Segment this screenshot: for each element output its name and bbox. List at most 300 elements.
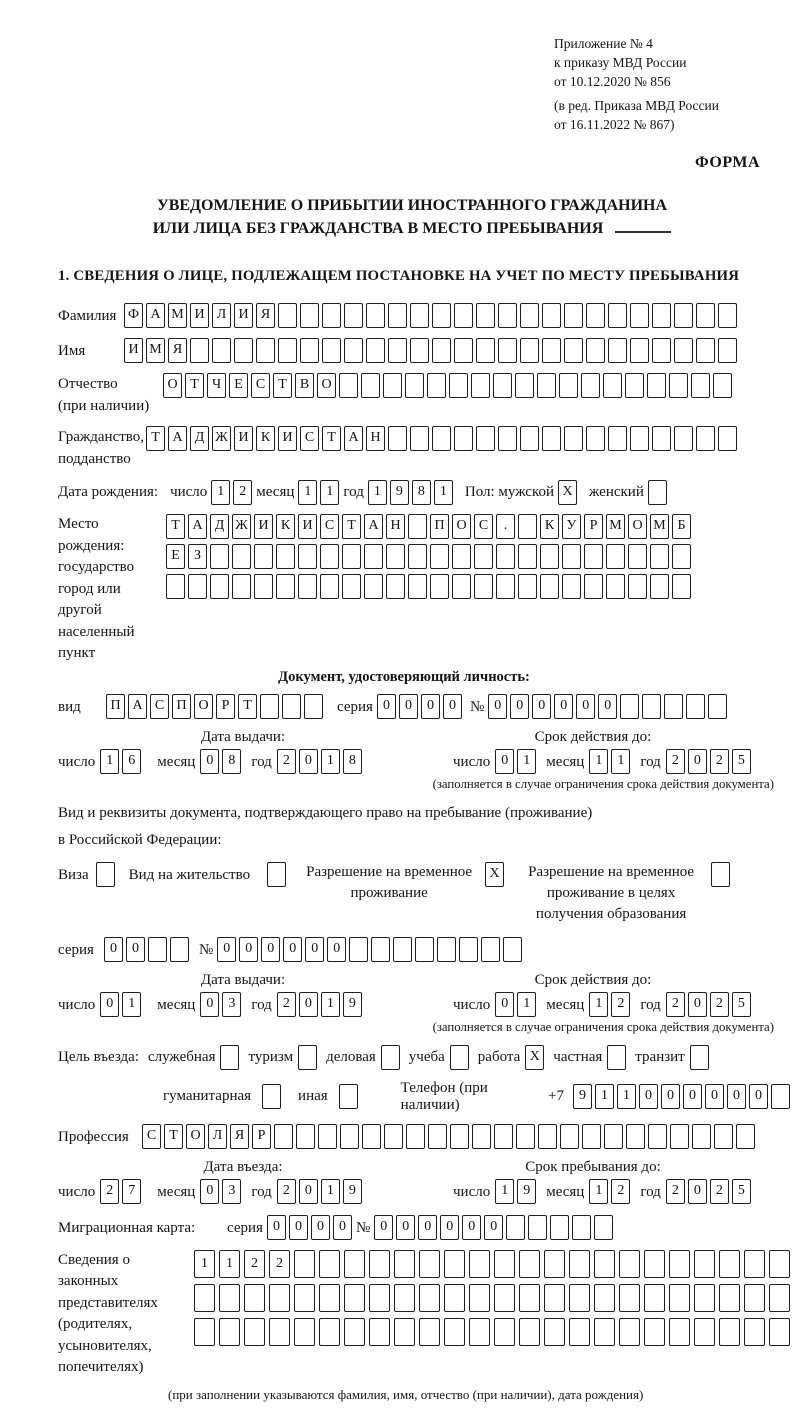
char-box[interactable] [254,544,273,569]
char-box[interactable] [713,373,732,398]
char-box[interactable]: 9 [343,1179,362,1204]
char-box[interactable]: 1 [100,749,119,774]
char-box[interactable] [604,1124,623,1149]
char-box[interactable] [694,1250,715,1278]
char-box[interactable] [506,1215,525,1240]
char-box[interactable]: 2 [277,992,296,1017]
char-box[interactable]: Ф [124,303,143,328]
char-box[interactable]: 0 [399,694,418,719]
char-box[interactable]: И [124,338,143,363]
char-box[interactable]: Д [190,426,209,451]
char-box[interactable] [212,338,231,363]
char-box[interactable]: М [650,514,669,539]
char-box[interactable] [696,303,715,328]
char-box[interactable] [669,1318,690,1346]
char-box[interactable] [719,1284,740,1312]
char-box[interactable] [719,1318,740,1346]
char-box[interactable]: 0 [100,992,119,1017]
char-box[interactable] [430,544,449,569]
char-box[interactable] [410,303,429,328]
char-box[interactable]: 1 [434,480,453,505]
char-box[interactable] [300,338,319,363]
char-box[interactable]: 2 [666,749,685,774]
char-box[interactable] [594,1215,613,1240]
char-box[interactable] [188,574,207,599]
char-box[interactable]: М [146,338,165,363]
char-box[interactable]: Т [164,1124,183,1149]
char-box[interactable] [520,303,539,328]
char-box[interactable] [544,1250,565,1278]
char-box[interactable]: 0 [299,1179,318,1204]
char-box[interactable] [540,574,559,599]
char-box[interactable]: К [256,426,275,451]
char-box[interactable]: Б [672,514,691,539]
char-box[interactable] [408,574,427,599]
char-box[interactable] [369,1284,390,1312]
char-box[interactable] [244,1284,265,1312]
char-box[interactable]: 1 [298,480,317,505]
char-box[interactable] [569,1318,590,1346]
char-box[interactable] [194,1284,215,1312]
char-box[interactable] [694,1284,715,1312]
char-box[interactable]: 2 [277,1179,296,1204]
char-box[interactable]: 9 [343,992,362,1017]
char-box[interactable]: 0 [484,1215,503,1240]
char-box[interactable] [626,1124,645,1149]
char-box[interactable] [260,694,279,719]
char-box[interactable] [474,574,493,599]
char-box[interactable] [386,544,405,569]
char-box[interactable]: 1 [219,1250,240,1278]
char-box[interactable]: С [150,694,169,719]
char-box[interactable] [648,1124,667,1149]
char-box[interactable] [718,338,737,363]
char-box[interactable] [650,574,669,599]
char-box[interactable] [210,544,229,569]
char-box[interactable] [718,303,737,328]
char-box[interactable] [647,373,666,398]
char-box[interactable]: 0 [495,992,514,1017]
char-box[interactable] [581,373,600,398]
char-box[interactable] [670,1124,689,1149]
char-box[interactable]: 0 [289,1215,308,1240]
char-box[interactable] [344,1250,365,1278]
char-box[interactable] [498,426,517,451]
char-box[interactable]: 6 [122,749,141,774]
char-box[interactable] [642,694,661,719]
char-box[interactable] [276,544,295,569]
char-box[interactable]: И [254,514,273,539]
char-box[interactable] [652,426,671,451]
char-box[interactable] [520,426,539,451]
char-box[interactable] [410,426,429,451]
char-box[interactable] [444,1284,465,1312]
char-box[interactable] [559,373,578,398]
char-box[interactable]: 0 [749,1084,768,1109]
char-box[interactable] [496,574,515,599]
char-box[interactable] [564,426,583,451]
char-box[interactable]: 2 [277,749,296,774]
char-box[interactable] [394,1284,415,1312]
char-box[interactable] [493,373,512,398]
char-box[interactable] [674,338,693,363]
char-box[interactable]: 2 [666,1179,685,1204]
char-box[interactable] [364,544,383,569]
char-box[interactable] [419,1318,440,1346]
char-box[interactable] [419,1250,440,1278]
char-box[interactable] [625,373,644,398]
char-box[interactable] [619,1250,640,1278]
char-box[interactable]: Т [146,426,165,451]
char-box[interactable] [628,544,647,569]
purpose-other-checkbox[interactable] [339,1084,358,1109]
char-box[interactable] [393,937,412,962]
char-box[interactable]: 0 [327,937,346,962]
char-box[interactable] [520,338,539,363]
char-box[interactable] [542,426,561,451]
char-box[interactable] [476,303,495,328]
char-box[interactable] [469,1250,490,1278]
char-box[interactable]: 1 [517,749,536,774]
char-box[interactable]: С [320,514,339,539]
char-box[interactable] [744,1318,765,1346]
char-box[interactable] [630,426,649,451]
char-box[interactable] [294,1284,315,1312]
char-box[interactable] [474,544,493,569]
char-box[interactable]: 0 [418,1215,437,1240]
char-box[interactable] [669,1284,690,1312]
char-box[interactable] [674,303,693,328]
char-box[interactable] [650,544,669,569]
char-box[interactable] [481,937,500,962]
char-box[interactable]: 5 [732,749,751,774]
char-box[interactable]: 1 [122,992,141,1017]
char-box[interactable] [344,338,363,363]
char-box[interactable]: 0 [688,1179,707,1204]
char-box[interactable]: 1 [517,992,536,1017]
char-box[interactable]: З [188,544,207,569]
purpose-business-checkbox[interactable] [381,1045,400,1070]
char-box[interactable]: 0 [683,1084,702,1109]
char-box[interactable] [542,303,561,328]
char-box[interactable] [432,426,451,451]
char-box[interactable] [300,303,319,328]
char-box[interactable] [344,1318,365,1346]
purpose-study-checkbox[interactable] [450,1045,469,1070]
char-box[interactable] [692,1124,711,1149]
char-box[interactable]: 8 [412,480,431,505]
char-box[interactable] [318,1124,337,1149]
char-box[interactable]: 0 [305,937,324,962]
char-box[interactable] [406,1124,425,1149]
char-box[interactable]: 1 [194,1250,215,1278]
char-box[interactable]: М [606,514,625,539]
char-box[interactable] [494,1318,515,1346]
char-box[interactable] [454,338,473,363]
char-box[interactable] [471,373,490,398]
char-box[interactable] [569,1284,590,1312]
char-box[interactable] [170,937,189,962]
char-box[interactable] [644,1284,665,1312]
char-box[interactable] [603,373,622,398]
char-box[interactable] [298,574,317,599]
char-box[interactable] [476,426,495,451]
char-box[interactable] [594,1284,615,1312]
char-box[interactable]: К [540,514,559,539]
char-box[interactable] [364,574,383,599]
char-box[interactable]: 1 [589,749,608,774]
char-box[interactable] [366,338,385,363]
char-box[interactable]: 1 [368,480,387,505]
char-box[interactable] [528,1215,547,1240]
char-box[interactable]: 1 [321,749,340,774]
char-box[interactable] [472,1124,491,1149]
char-box[interactable] [630,338,649,363]
char-box[interactable] [619,1318,640,1346]
char-box[interactable] [349,937,368,962]
char-box[interactable]: А [188,514,207,539]
char-box[interactable]: 1 [589,992,608,1017]
char-box[interactable] [771,1084,790,1109]
char-box[interactable] [342,574,361,599]
char-box[interactable]: 0 [200,749,219,774]
char-box[interactable]: Д [210,514,229,539]
char-box[interactable]: 0 [688,749,707,774]
char-box[interactable]: О [163,373,182,398]
char-box[interactable] [744,1250,765,1278]
char-box[interactable]: 0 [576,694,595,719]
char-box[interactable] [428,1124,447,1149]
char-box[interactable]: С [474,514,493,539]
char-box[interactable]: 0 [661,1084,680,1109]
char-box[interactable] [366,303,385,328]
char-box[interactable]: С [142,1124,161,1149]
char-box[interactable] [515,373,534,398]
char-box[interactable] [672,574,691,599]
temp-residence-edu-checkbox[interactable] [711,862,730,887]
char-box[interactable]: 2 [611,992,630,1017]
char-box[interactable] [518,544,537,569]
char-box[interactable] [437,937,456,962]
char-box[interactable]: Ж [232,514,251,539]
char-box[interactable] [664,694,683,719]
char-box[interactable] [744,1284,765,1312]
char-box[interactable] [714,1124,733,1149]
char-box[interactable] [503,937,522,962]
char-box[interactable] [371,937,390,962]
char-box[interactable] [388,303,407,328]
char-box[interactable]: О [194,694,213,719]
char-box[interactable] [769,1284,790,1312]
char-box[interactable]: 0 [311,1215,330,1240]
char-box[interactable] [694,1318,715,1346]
char-box[interactable] [652,338,671,363]
char-box[interactable] [384,1124,403,1149]
char-box[interactable]: 0 [299,749,318,774]
char-box[interactable] [691,373,710,398]
char-box[interactable] [322,338,341,363]
char-box[interactable] [450,1124,469,1149]
char-box[interactable] [432,338,451,363]
char-box[interactable]: И [278,426,297,451]
char-box[interactable]: 0 [688,992,707,1017]
char-box[interactable] [564,303,583,328]
char-box[interactable] [244,1318,265,1346]
char-box[interactable] [454,303,473,328]
char-box[interactable] [572,1215,591,1240]
char-box[interactable]: 9 [573,1084,592,1109]
purpose-humanitarian-checkbox[interactable] [262,1084,281,1109]
char-box[interactable]: 0 [374,1215,393,1240]
char-box[interactable] [394,1318,415,1346]
char-box[interactable] [319,1284,340,1312]
char-box[interactable] [582,1124,601,1149]
char-box[interactable] [219,1284,240,1312]
char-box[interactable] [469,1318,490,1346]
char-box[interactable] [394,1250,415,1278]
char-box[interactable] [320,574,339,599]
char-box[interactable] [444,1318,465,1346]
char-box[interactable] [444,1250,465,1278]
char-box[interactable] [415,937,434,962]
char-box[interactable]: 0 [440,1215,459,1240]
char-box[interactable] [294,1250,315,1278]
char-box[interactable] [608,426,627,451]
char-box[interactable] [432,303,451,328]
char-box[interactable]: 2 [666,992,685,1017]
char-box[interactable]: Н [386,514,405,539]
char-box[interactable] [769,1250,790,1278]
char-box[interactable] [696,338,715,363]
char-box[interactable] [219,1318,240,1346]
char-box[interactable]: Н [366,426,385,451]
char-box[interactable]: 8 [343,749,362,774]
char-box[interactable] [194,1318,215,1346]
char-box[interactable] [388,426,407,451]
char-box[interactable] [344,1284,365,1312]
char-box[interactable]: 0 [705,1084,724,1109]
char-box[interactable] [708,694,727,719]
char-box[interactable] [494,1250,515,1278]
char-box[interactable] [652,303,671,328]
char-box[interactable] [369,1318,390,1346]
char-box[interactable] [696,426,715,451]
char-box[interactable] [606,574,625,599]
char-box[interactable]: Р [584,514,603,539]
char-box[interactable] [544,1318,565,1346]
char-box[interactable]: Я [168,338,187,363]
char-box[interactable] [256,338,275,363]
char-box[interactable] [644,1250,665,1278]
temp-residence-checkbox[interactable]: X [485,862,504,887]
char-box[interactable]: Р [252,1124,271,1149]
char-box[interactable]: 0 [200,1179,219,1204]
char-box[interactable]: 0 [554,694,573,719]
char-box[interactable] [319,1318,340,1346]
char-box[interactable]: 0 [333,1215,352,1240]
char-box[interactable] [606,544,625,569]
char-box[interactable] [282,694,301,719]
char-box[interactable]: 0 [261,937,280,962]
char-box[interactable] [148,937,167,962]
char-box[interactable] [669,373,688,398]
char-box[interactable] [608,338,627,363]
char-box[interactable] [550,1215,569,1240]
char-box[interactable]: 5 [732,1179,751,1204]
gender-female-checkbox[interactable] [648,480,667,505]
char-box[interactable] [519,1250,540,1278]
char-box[interactable] [296,1124,315,1149]
char-box[interactable] [298,544,317,569]
char-box[interactable] [427,373,446,398]
char-box[interactable] [669,1250,690,1278]
char-box[interactable] [494,1124,513,1149]
char-box[interactable]: О [452,514,471,539]
char-box[interactable]: 0 [510,694,529,719]
char-box[interactable]: 1 [595,1084,614,1109]
char-box[interactable] [210,574,229,599]
purpose-transit-checkbox[interactable] [690,1045,709,1070]
char-box[interactable] [476,338,495,363]
char-box[interactable] [537,373,556,398]
char-box[interactable] [608,303,627,328]
char-box[interactable] [564,338,583,363]
char-box[interactable]: 0 [598,694,617,719]
char-box[interactable] [276,574,295,599]
char-box[interactable]: 2 [233,480,252,505]
char-box[interactable]: 7 [122,1179,141,1204]
char-box[interactable] [560,1124,579,1149]
char-box[interactable] [686,694,705,719]
char-box[interactable] [232,544,251,569]
char-box[interactable]: О [186,1124,205,1149]
char-box[interactable] [769,1318,790,1346]
char-box[interactable] [674,426,693,451]
char-box[interactable] [166,574,185,599]
purpose-official-checkbox[interactable] [220,1045,239,1070]
char-box[interactable]: 0 [377,694,396,719]
char-box[interactable] [452,544,471,569]
char-box[interactable]: П [106,694,125,719]
char-box[interactable]: Я [256,303,275,328]
char-box[interactable] [269,1318,290,1346]
char-box[interactable] [274,1124,293,1149]
char-box[interactable] [469,1284,490,1312]
char-box[interactable]: Л [212,303,231,328]
char-box[interactable] [718,426,737,451]
char-box[interactable]: 2 [100,1179,119,1204]
char-box[interactable] [342,544,361,569]
char-box[interactable] [410,338,429,363]
char-box[interactable] [419,1284,440,1312]
char-box[interactable]: 2 [244,1250,265,1278]
char-box[interactable]: 1 [611,749,630,774]
char-box[interactable]: 0 [396,1215,415,1240]
char-box[interactable] [586,303,605,328]
char-box[interactable]: У [562,514,581,539]
char-box[interactable]: А [168,426,187,451]
char-box[interactable] [408,544,427,569]
char-box[interactable] [538,1124,557,1149]
char-box[interactable]: 0 [443,694,462,719]
char-box[interactable]: 0 [126,937,145,962]
char-box[interactable] [430,574,449,599]
char-box[interactable]: 0 [532,694,551,719]
char-box[interactable] [322,303,341,328]
char-box[interactable] [518,514,537,539]
char-box[interactable]: 0 [488,694,507,719]
char-box[interactable] [278,303,297,328]
